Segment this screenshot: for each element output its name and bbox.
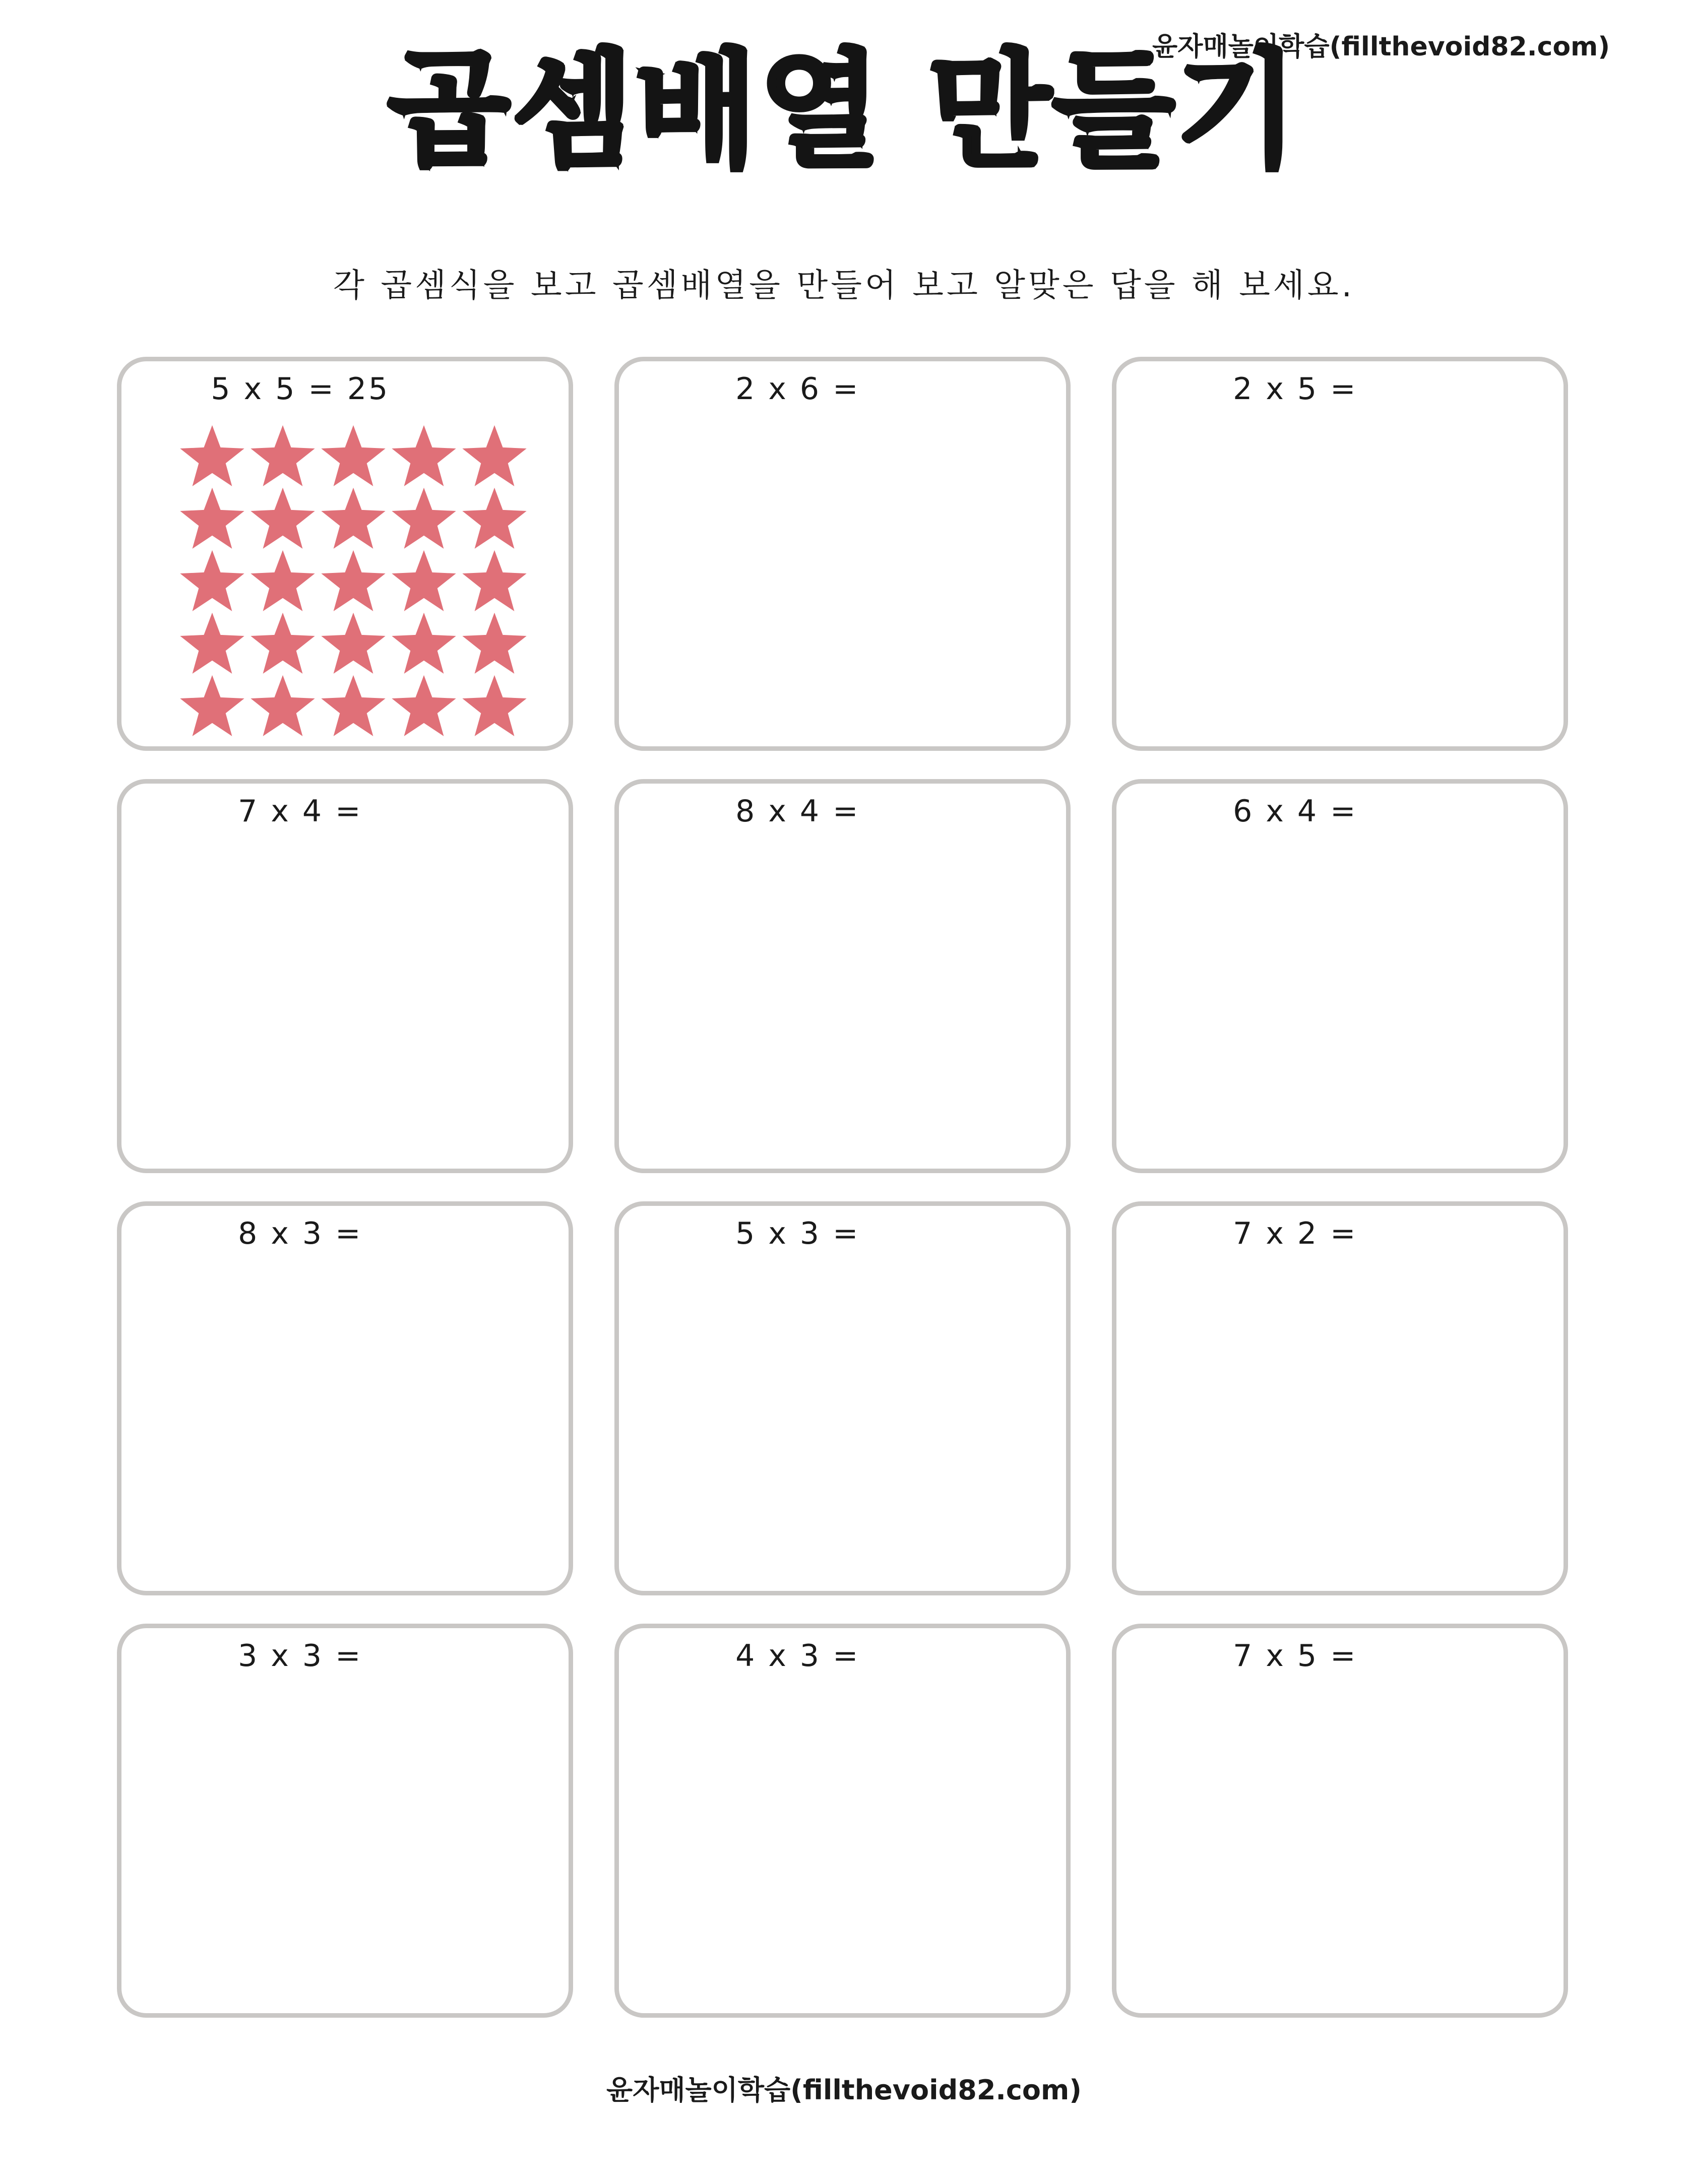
- instruction-text: 각 곱셈식을 보고 곱셈배열을 만들어 보고 알맞은 답을 해 보세요.: [333, 267, 1355, 304]
- site-credit-top: 윤자매놀이학습(fillthevoid82.com): [1152, 32, 1610, 62]
- star-icon: [392, 550, 456, 611]
- problem-equation: 8 x 4 =: [735, 794, 860, 829]
- problem-card-11[interactable]: [614, 1624, 1071, 2018]
- star-icon: [251, 675, 315, 736]
- problem-grid: [117, 357, 1569, 2018]
- star-icon: [462, 425, 526, 486]
- problem-card-7[interactable]: [117, 1201, 573, 1595]
- star-icon: [462, 550, 526, 611]
- problem-equation: 7 x 5 =: [1233, 1638, 1358, 1674]
- star-icon: [251, 550, 315, 611]
- star-icon: [392, 675, 456, 736]
- site-credit-bottom: 윤자매놀이학습(fillthevoid82.com): [606, 2074, 1082, 2106]
- star-icon: [321, 425, 385, 486]
- star-icon: [392, 613, 456, 674]
- star-icon: [462, 613, 526, 674]
- star-icon: [180, 425, 244, 486]
- problem-equation: 7 x 2 =: [1233, 1216, 1358, 1251]
- star-icon: [321, 675, 385, 736]
- star-icon: [180, 550, 244, 611]
- star-icon: [251, 613, 315, 674]
- problem-card-9[interactable]: [1112, 1201, 1568, 1595]
- problem-card-3[interactable]: [1112, 357, 1568, 751]
- problem-card-4[interactable]: [117, 779, 573, 1173]
- star-icon: [392, 488, 456, 549]
- problem-equation: 5 x 3 =: [735, 1216, 860, 1251]
- problem-card-5[interactable]: [614, 779, 1071, 1173]
- problem-equation: 4 x 3 =: [735, 1638, 860, 1674]
- example-star-array: [177, 424, 530, 737]
- star-icon: [462, 675, 526, 736]
- worksheet-title: 곱셈배열 만들기: [388, 37, 1300, 184]
- problem-card-10[interactable]: [117, 1624, 573, 2018]
- problem-equation: 3 x 3 =: [238, 1638, 363, 1674]
- star-icon: [251, 488, 315, 549]
- star-icon: [392, 425, 456, 486]
- star-icon: [321, 613, 385, 674]
- star-icon: [462, 488, 526, 549]
- problem-card-12[interactable]: [1112, 1624, 1568, 2018]
- problem-equation: 8 x 3 =: [238, 1216, 363, 1251]
- problem-equation: 2 x 6 =: [735, 371, 860, 407]
- problem-equation: 7 x 4 =: [238, 794, 363, 829]
- problem-equation: 2 x 5 =: [1233, 371, 1358, 407]
- star-icon: [321, 488, 385, 549]
- star-icon: [180, 675, 244, 736]
- problem-equation: 5 x 5 = 25: [211, 371, 390, 407]
- problem-card-8[interactable]: [614, 1201, 1071, 1595]
- problem-card-2[interactable]: [614, 357, 1071, 751]
- star-icon: [251, 425, 315, 486]
- star-icon: [180, 488, 244, 549]
- problem-card-6[interactable]: [1112, 779, 1568, 1173]
- star-icon: [180, 613, 244, 674]
- star-icon: [321, 550, 385, 611]
- problem-card-1: [117, 357, 573, 751]
- problem-equation: 6 x 4 =: [1233, 794, 1358, 829]
